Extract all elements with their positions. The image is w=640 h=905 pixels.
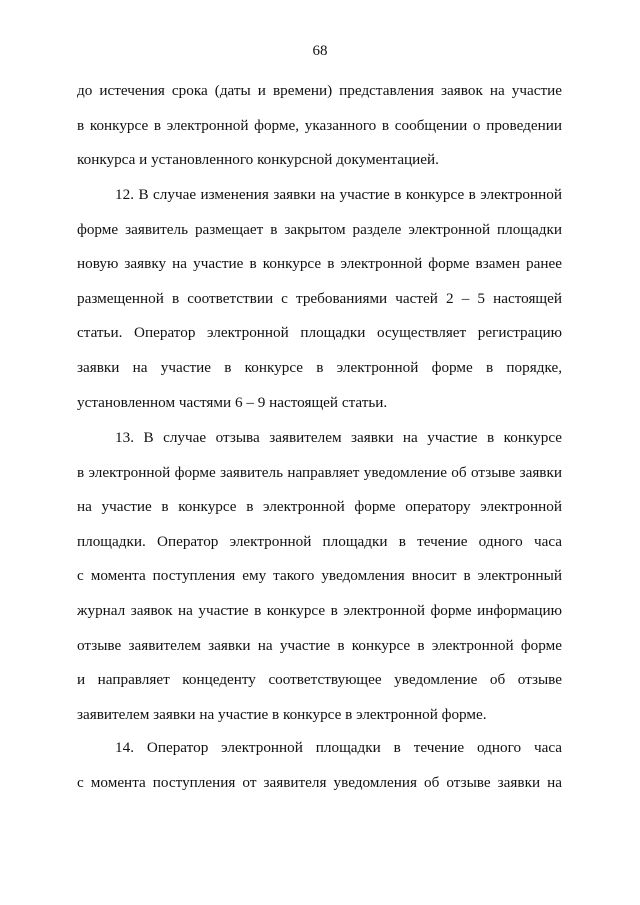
text-line: в электронной форме заявитель направляет уведомление об отзыве заявки <box>77 463 562 481</box>
text-line: на участие в конкурсе в электронной форме оператору электронной <box>77 498 562 516</box>
text-line: и направляет концеденту соответствующее уведомление об отзыве <box>77 671 562 689</box>
page-number: 68 <box>312 43 328 59</box>
text-line: конкурса и установленного конкурсной документацией. <box>77 151 439 169</box>
text-line: установленном частями 6 – 9 настоящей статьи. <box>77 393 388 411</box>
paragraph-13 <box>77 421 562 732</box>
text-line: 12. В случае изменения заявки на участие в конкурсе в электронной <box>115 186 562 203</box>
text-line: заявки на участие в конкурсе в электронной форме в порядке, <box>77 358 562 376</box>
text-line: с момента поступления от заявителя уведомления об отзыве заявки на <box>77 773 562 791</box>
text-line: с момента поступления ему такого уведомления вносит в электронный <box>77 567 562 585</box>
text-line: в конкурсе в электронной форме, указанного в сообщении о проведении <box>77 116 562 134</box>
text-line: отзыве заявителем заявки на участие в конкурсе в электронной форме <box>77 636 562 654</box>
text-line: до истечения срока (даты и времени) представления заявок на участие <box>77 82 562 99</box>
text-line: площадки. Оператор электронной площадки в течение одного часа <box>77 532 562 550</box>
paragraph-continuation <box>77 74 562 178</box>
text-line: размещенной в соответствии с требованиями частей 2 – 5 настоящей <box>77 289 562 307</box>
paragraph-12 <box>77 178 562 420</box>
text-line: 13. В случае отзыва заявителем заявки на участие в конкурсе <box>115 429 562 446</box>
text-line: журнал заявок на участие в конкурсе в электронной форме информацию <box>77 601 562 619</box>
text-line: 14. Оператор электронной площадки в течение одного часа <box>115 739 562 756</box>
text-line: статьи. Оператор электронной площадки осуществляет регистрацию <box>77 324 562 342</box>
text-line: заявителем заявки на участие в конкурсе в электронной форме. <box>77 705 487 723</box>
paragraph-14 <box>77 731 562 800</box>
text-line: новую заявку на участие в конкурсе в электронной форме взамен ранее <box>77 255 562 273</box>
text-line: форме заявитель размещает в закрытом разделе электронной площадки <box>77 220 562 238</box>
